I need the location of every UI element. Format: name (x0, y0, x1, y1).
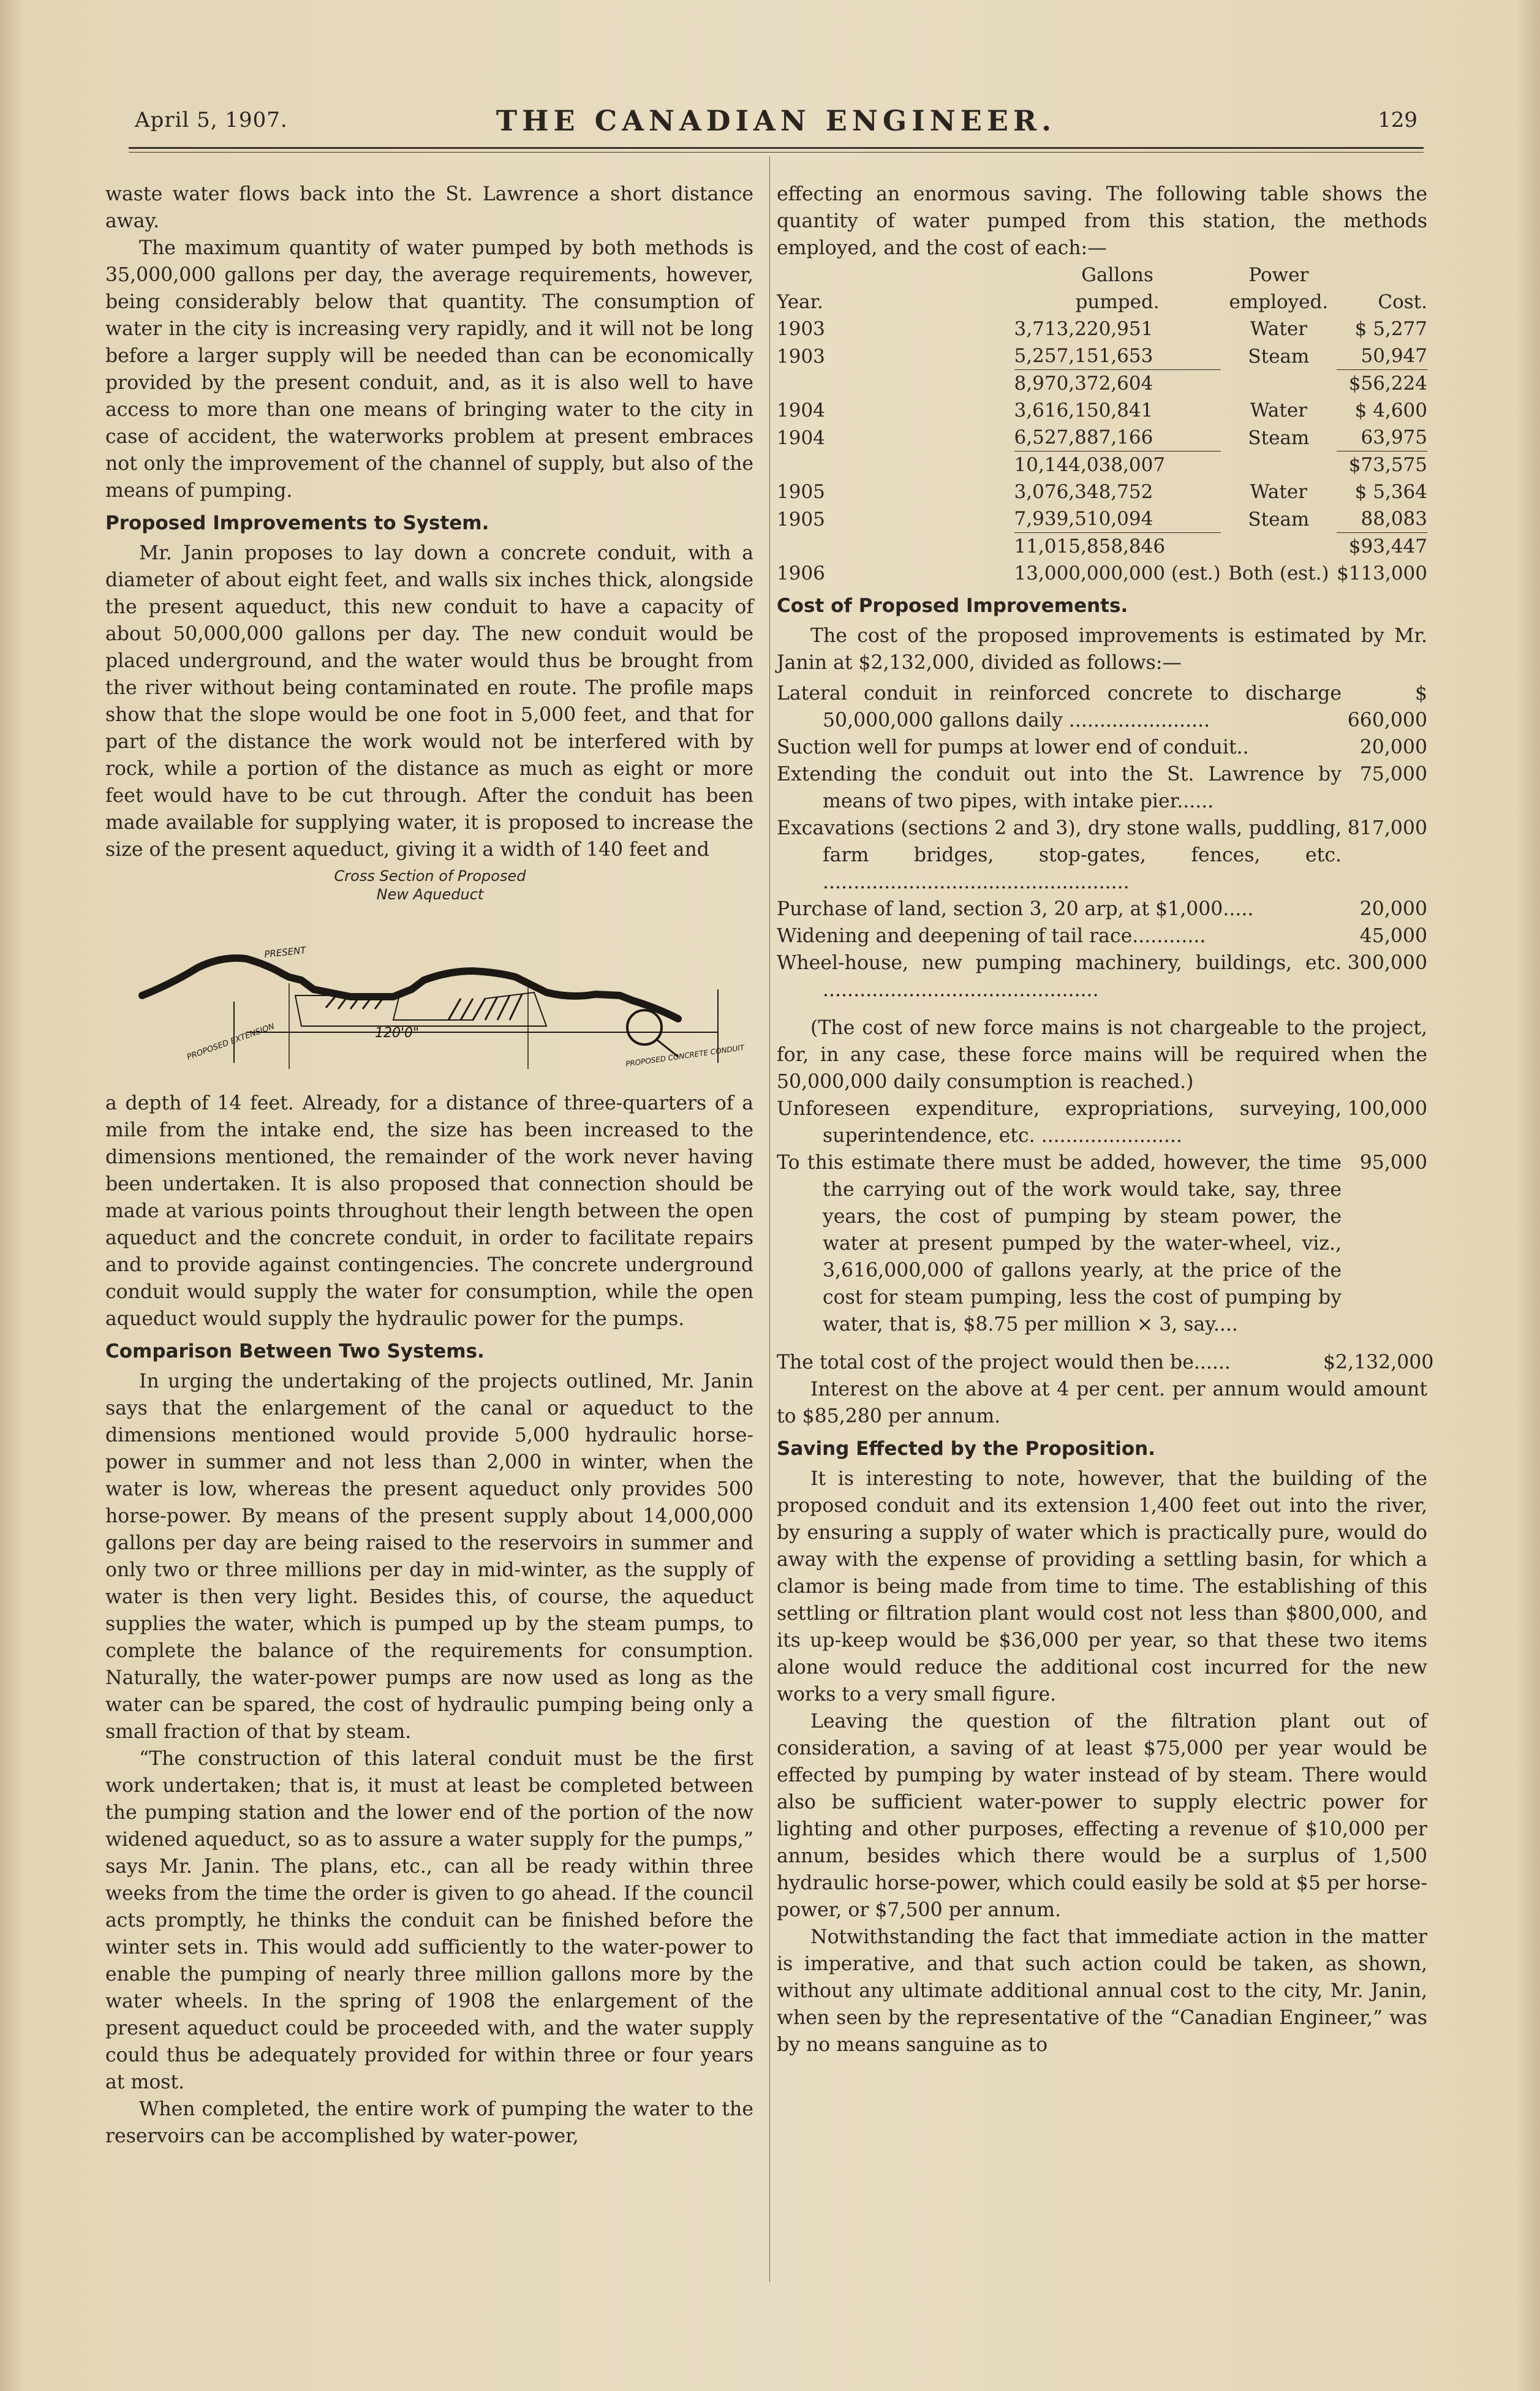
cost-item: Excavations (sections 2 and 3), dry stone walls, puddling, farm bridges, stop-gates, fences, etc. .................................................. 817,000 (777, 817, 1427, 893)
cost-item: Widening and deepening of tail race............ 45,000 (777, 925, 1427, 947)
table-row: 1905 3,076,348,752 Water $ 5,364 (777, 481, 1427, 503)
table-row: 1904 6,527,887,166 Steam 63,975 (777, 426, 1427, 449)
cost-item: To this estimate there must be added, however, the time the carrying out of the work would take, say, three years, the cost of pumping by steam power, the water at present pumped by the water-wheel, viz., 3,616,000,000 of gallons yearly, at the price of the cost for steam pumping, less the cost of pumping by water, that is, $8.75 per million × 3, say.... 95,000 (777, 1152, 1427, 1335)
cost-item: Purchase of land, section 3, 20 arp, at $1,000..... 20,000 (777, 898, 1427, 920)
table-row: 1906 13,000,000,000 (est.) Both (est.) $113,000 (777, 562, 1427, 584)
section-heading: Proposed Improvements to System. (105, 512, 489, 534)
left-column (105, 181, 753, 2150)
header-rule-thin (129, 152, 1424, 153)
figure-caption: Cross Section of Proposed New Aqueduct (334, 867, 526, 903)
paragraph: Interest on the above at 4 per cent. per annum would amount to $85,280 per annum. (777, 1378, 1427, 1427)
cost-total: The total cost of the project would then be...... $2,132,000 (777, 1351, 1434, 1373)
table-subtotal-row: 11,015,858,846 $93,447 (777, 533, 1427, 561)
aqueduct-cross-section-figure (105, 867, 753, 1087)
paragraph: effecting an enormous saving. The following table shows the quantity of water pumped from this station, the methods employed, and the cost of each:— (777, 183, 1427, 259)
table-subtotal-row: 8,970,372,604 $56,224 (777, 370, 1427, 398)
column-divider (769, 156, 770, 2282)
cross-section-drawing (105, 867, 753, 1087)
table-row: 1905 7,939,510,094 Steam 88,083 (777, 508, 1427, 531)
paragraph: When completed, the entire work of pumping the water to the reservoirs can be accomplished by water-power, (105, 2098, 753, 2147)
header-rule (129, 147, 1424, 149)
cost-item: Extending the conduit out into the St. Lawrence by means of two pipes, with intake pier...... 75,000 (777, 763, 1427, 812)
paragraph: Mr. Janin proposes to lay down a concrete conduit, with a diameter of about eight feet, and walls six inches thick, alongside the present aqueduct, this new conduit to have a capacity of about 50,000,000 gallons per day. The new conduit would be placed underground, and the water would thus be brought from the river without being contaminated en route. The profile maps show that the slope would be one foot in 5,000 feet, and that for part of the distance the work would not be interfered with by rock, while a portion of the distance as much as eight or more feet would have to be cut through. After the conduit has been made available for supplying water, it is proposed to increase the size of the present aqueduct, giving it a width of 140 feet and (105, 542, 753, 861)
table-row: 1904 3,616,150,841 Water $ 4,600 (777, 399, 1427, 421)
cost-item: Wheel-house, new pumping machinery, buildings, etc. ............................................. 300,000 (777, 952, 1427, 1001)
paragraph: Leaving the question of the filtration plant out of consideration, a saving of at least $75,000 per year would be effected by pumping by water instead of by steam. There would also be sufficient water-power to supply electric power for lighting and other purposes, effecting a revenue of $10,000 per annum, besides which there would be a surplus of 1,500 hydraulic horse-power, which could easily be sold at $5 per horse-power, or $7,500 per annum. (777, 1710, 1427, 1921)
page-number: 129 (1378, 108, 1417, 132)
paragraph: “The construction of this lateral conduit must be the first work undertaken; that is, it must at least be completed between the pumping station and the lower end of the portion of the now widened aqueduct, so as to assure a water supply for the pumps,” says Mr. Janin. The plans, etc., can all be ready within three weeks from the time the order is given to go ahead. If the council acts promptly, he thinks the conduit can be finished before the winter sets in. This would add sufficiently to the water-power to enable the pumping of nearly three million gallons more by the water wheels. In the spring of 1908 the enlargement of the present aqueduct could be proceeded with, and the water supply could thus be adequately provided for within three or four years at most. (105, 1748, 753, 2093)
paragraph: The cost of the proposed improvements is estimated by Mr. Janin at $2,132,000, divided as follows:— (777, 625, 1427, 674)
paragraph: (The cost of new force mains is not chargeable to the project, for, in any case, these force mains will be required when the 50,000,000 daily consumption is reached.) (777, 1017, 1427, 1093)
table-row: 1903 5,257,151,653 Steam 50,947 (777, 345, 1427, 368)
issue-date: April 5, 1907. (135, 108, 288, 132)
cost-item: Suction well for pumps at lower end of conduit.. 20,000 (777, 736, 1427, 758)
paragraph: The maximum quantity of water pumped by both methods is 35,000,000 gallons per day, the average requirements, however, being considerably below that quantity. The consumption of water in the city is increasing very rapidly, and it will not be long before a larger supply will be needed than can be economically provided by the present conduit, and, as it is also well to have access to more than one means of bringing water to the city in case of accident, the waterworks problem at present embraces not only the improvement of the channel of supply, but also of the means of pumping. (105, 237, 753, 502)
section-heading: Saving Effected by the Proposition. (777, 1438, 1156, 1460)
page-header (129, 104, 1424, 141)
section-heading: Comparison Between Two Systems. (105, 1340, 485, 1362)
paragraph: waste water flows back into the St. Lawrence a short distance away. (105, 183, 753, 232)
cost-list (777, 680, 1427, 1003)
paragraph: a depth of 14 feet. Already, for a distance of three-quarters of a mile from the intake end, the size has been increased to the dimensions mentioned, the remainder of the work never having been undertaken. It is also proposed that connection should be made at various points throughout their length between the open aqueduct and the concrete conduit, in order to facilitate repairs and to provide against contingencies. The concrete underground conduit would supply the water for consumption, while the open aqueduct would supply the hydraulic power for the pumps. (105, 1092, 753, 1330)
table-header: Gallons Power (1081, 264, 1309, 286)
paragraph: In urging the undertaking of the projects outlined, Mr. Janin says that the enlargement of the canal or aqueduct to the dimensions mentioned would provide 5,000 hydraulic horse-power in summer and not less than 2,000 in winter, when the water is low, whereas the present aqueduct only provides 500 horse-power. By means of the present supply about 14,000,000 gallons per day are being raised to the reservoirs in summer and only two or three millions per day in mid-winter, as the supply of water is then very light. Besides this, of course, the aqueduct supplies the water, which is pumped up by the steam pumps, to complete the balance of the requirements for consumption. Naturally, the water-power pumps are now used as long as the water can be spared, the cost of hydraulic pumping being only a small fraction of that by steam. (105, 1370, 753, 1743)
present-label: PRESENT (263, 944, 307, 960)
table-subtotal-row: 10,144,038,007 $73,575 (777, 451, 1427, 479)
section-heading: Cost of Proposed Improvements. (777, 595, 1128, 617)
right-column (777, 181, 1434, 2058)
cost-item: Unforeseen expenditure, expropriations, surveying, superintendence, etc. ....................... 100,000 (777, 1098, 1427, 1147)
table-row: 1903 3,713,220,951 Water $ 5,277 (777, 318, 1427, 340)
dimension-label: 120'0" (375, 1026, 420, 1041)
pumping-table (777, 262, 1427, 587)
journal-title: THE CANADIAN ENGINEER. (496, 104, 1057, 137)
table-header: Year. pumped. employed. Cost. (777, 291, 1427, 313)
paragraph: Notwithstanding the fact that immediate action in the matter is imperative, and that such action could be taken, as shown, without any ultimate additional annual cost to the city, Mr. Janin, when seen by the representative of the “Canadian Engineer,” was by no means sanguine as to (777, 1926, 1427, 2056)
conduit-circle (627, 1010, 662, 1044)
cost-item: Lateral conduit in reinforced concrete to discharge 50,000,000 gallons daily ....................... $ 660,000 (777, 682, 1427, 731)
paragraph: It is interesting to note, however, that the building of the proposed conduit and its extension 1,400 feet out into the river, by ensuring a supply of water which is practically pure, would do away with the expense of providing a settling basin, for which a clamor is being made from time to time. The establishing of this settling or filtration plant would cost not less than $800,000, and its up-keep would be $36,000 per year, so that these two items alone would reduce the additional cost incurred for the new works to a very small figure. (777, 1468, 1427, 1705)
proposed-conduit-label: PROPOSED CONCRETE CONDUIT (625, 1043, 745, 1068)
proposed-extension-label: PROPOSED EXTENSION (186, 1022, 276, 1062)
